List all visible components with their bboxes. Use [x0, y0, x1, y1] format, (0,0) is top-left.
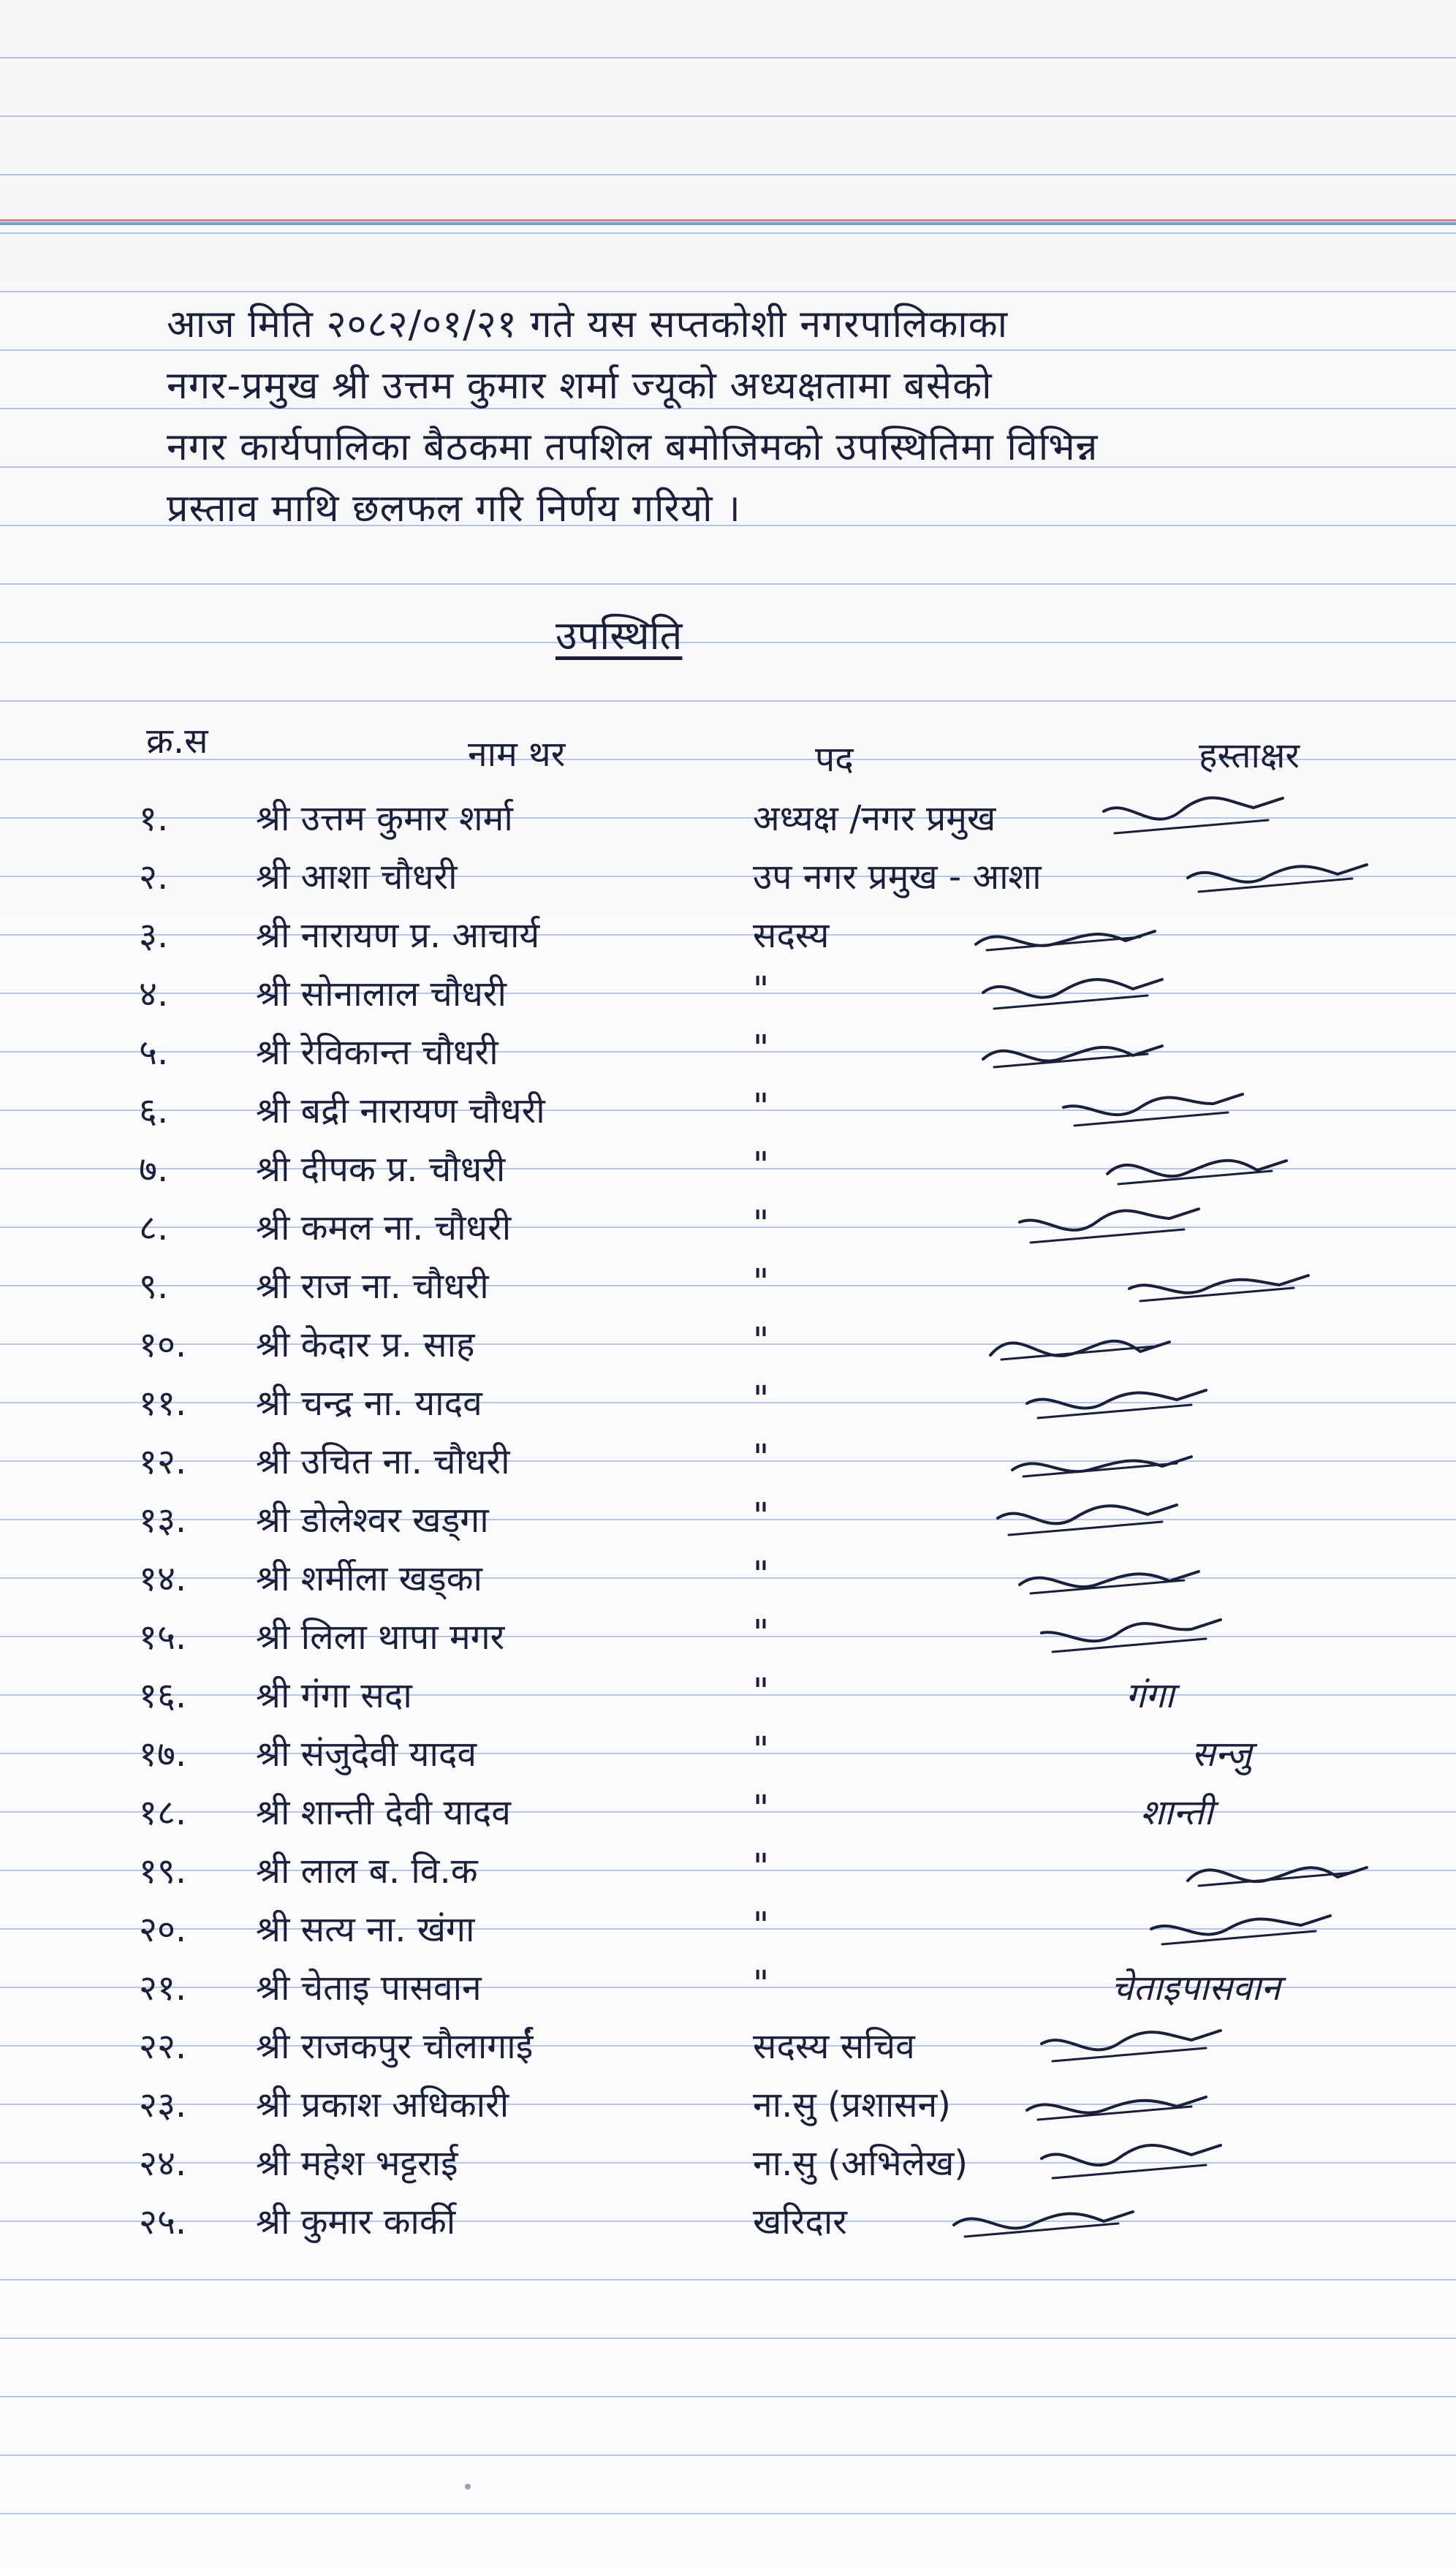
- row-name: श्री कमल ना. चौधरी: [256, 1207, 512, 1248]
- row-serial: २०.: [139, 1909, 187, 1950]
- row-post: ": [753, 1788, 770, 1829]
- row-post: ": [753, 1963, 770, 2004]
- margin-line-blue: [0, 222, 1456, 225]
- row-name: श्री चन्द्र ना. यादव: [256, 1383, 482, 1424]
- row-serial: ५.: [139, 1032, 169, 1073]
- table-row: [0, 2076, 1456, 2134]
- table-row: [0, 1842, 1456, 1900]
- row-serial: ७.: [139, 1149, 169, 1190]
- row-serial: ३.: [139, 915, 169, 956]
- handwritten-signature: [979, 1023, 1169, 1082]
- table-row: [0, 1491, 1456, 1550]
- row-serial: १५.: [139, 1617, 187, 1658]
- row-serial: १२.: [139, 1441, 187, 1482]
- handwritten-signature: [1038, 2134, 1228, 2193]
- row-name: श्री गंगा सदा: [256, 1675, 412, 1716]
- table-row: [0, 1257, 1456, 1316]
- table-row: [0, 2134, 1456, 2193]
- table-row: [0, 1140, 1456, 1199]
- row-serial: २४.: [139, 2143, 187, 2184]
- row-name: श्री केदार प्र. साह: [256, 1324, 475, 1365]
- row-serial: १६.: [139, 1675, 187, 1716]
- intro-line: आज मिति २०८२/०१/२१ गते यस सप्तकोशी नगरपालिकाका: [167, 303, 1009, 346]
- handwritten-signature: [1038, 2017, 1228, 2076]
- row-serial: २.: [139, 857, 169, 898]
- column-header-signature: हस्ताक्षर: [1199, 735, 1300, 776]
- row-serial: २५.: [139, 2202, 187, 2242]
- table-row: [0, 848, 1456, 906]
- row-signature-text: सन्जु: [1191, 1734, 1252, 1775]
- row-serial: २१.: [139, 1968, 187, 2009]
- row-name: श्री नारायण प्र. आचार्य: [256, 915, 540, 956]
- table-row: [0, 1725, 1456, 1783]
- row-signature-text: चेताइपासवान: [1111, 1968, 1281, 2009]
- row-name: श्री राज ना. चौधरी: [256, 1266, 489, 1307]
- row-name: श्री आशा चौधरी: [256, 857, 458, 898]
- row-post: ": [753, 1846, 770, 1887]
- handwritten-signature: [987, 1316, 1177, 1374]
- handwritten-signature: [979, 965, 1169, 1023]
- table-row: [0, 1900, 1456, 1959]
- row-name: श्री दीपक प्र. चौधरी: [256, 1149, 506, 1190]
- row-serial: ८.: [139, 1207, 169, 1248]
- attendance-heading: उपस्थिति: [556, 613, 683, 659]
- table-row: [0, 906, 1456, 965]
- row-post: ": [753, 1379, 770, 1419]
- row-post: ": [753, 1145, 770, 1186]
- row-serial: ११.: [139, 1383, 187, 1424]
- row-post: ": [753, 1086, 770, 1127]
- table-row: [0, 1783, 1456, 1842]
- handwritten-signature: [1016, 1199, 1206, 1257]
- handwritten-signature: [994, 1491, 1184, 1550]
- handwritten-signature: [1184, 1842, 1374, 1900]
- row-name: श्री शान्ती देवी यादव: [256, 1792, 511, 1833]
- intro-line: नगर-प्रमुख श्री उत्तम कुमार शर्मा ज्यूको अध्यक्षतामा बसेको: [167, 364, 993, 408]
- row-name: श्री लाल ब. वि.क: [256, 1851, 478, 1892]
- row-post: सदस्य सचिव: [753, 2026, 915, 2067]
- table-row: [0, 1550, 1456, 1608]
- row-name: श्री सोनालाल चौधरी: [256, 974, 507, 1015]
- table-row: [0, 1667, 1456, 1725]
- paper-mark: [465, 2484, 471, 2490]
- handwritten-signature: [1104, 1140, 1294, 1199]
- row-name: श्री उचित ना. चौधरी: [256, 1441, 510, 1482]
- row-serial: २२.: [139, 2026, 187, 2067]
- row-serial: १४.: [139, 1558, 187, 1599]
- row-post: ना.सु (अभिलेख): [753, 2143, 968, 2184]
- handwritten-signature: [1023, 1374, 1213, 1433]
- row-name: श्री संजुदेवी यादव: [256, 1734, 477, 1775]
- row-serial: ४.: [139, 974, 169, 1015]
- table-row: [0, 1433, 1456, 1491]
- handwritten-signature: [1148, 1900, 1338, 1959]
- row-post: ": [753, 1437, 770, 1478]
- handwritten-signature: [1038, 1608, 1228, 1667]
- row-serial: १९.: [139, 1851, 187, 1892]
- row-serial: १८.: [139, 1792, 187, 1833]
- handwritten-signature: [1009, 1433, 1199, 1491]
- handwritten-signature: [1016, 1550, 1206, 1608]
- table-row: [0, 1959, 1456, 2017]
- table-row: [0, 1316, 1456, 1374]
- column-header-sn: क्र.स: [146, 721, 208, 762]
- row-name: श्री रेविकान्त चौधरी: [256, 1032, 498, 1073]
- row-post: ": [753, 1203, 770, 1244]
- row-name: श्री उत्तम कुमार शर्मा: [256, 798, 513, 839]
- row-post: ": [753, 1671, 770, 1712]
- row-post: अध्यक्ष /नगर प्रमुख: [753, 798, 996, 839]
- column-header-name: नाम थर: [468, 734, 566, 775]
- row-name: श्री बद्री नारायण चौधरी: [256, 1091, 545, 1131]
- handwritten-signature: [972, 906, 1162, 965]
- row-serial: ९.: [139, 1266, 169, 1307]
- row-serial: १०.: [139, 1324, 187, 1365]
- row-name: श्री चेताइ पासवान: [256, 1968, 482, 2009]
- row-serial: १७.: [139, 1734, 187, 1775]
- handwritten-signature: [1023, 2076, 1213, 2134]
- row-post: ": [753, 1320, 770, 1361]
- table-row: [0, 789, 1456, 848]
- row-name: श्री लिला थापा मगर: [256, 1617, 505, 1658]
- row-post: ": [753, 1262, 770, 1303]
- table-row: [0, 1374, 1456, 1433]
- row-post: ": [753, 1028, 770, 1069]
- row-signature-text: शान्ती: [1140, 1792, 1213, 1833]
- handwritten-signature: [950, 2193, 1140, 2251]
- handwritten-signature: [1126, 1257, 1316, 1316]
- table-row: [0, 1082, 1456, 1140]
- handwritten-signature: [1184, 848, 1374, 906]
- row-name: श्री प्रकाश अधिकारी: [256, 2085, 509, 2126]
- table-row: [0, 2193, 1456, 2251]
- row-post: ना.सु (प्रशासन): [753, 2085, 951, 2126]
- row-post: ": [753, 1905, 770, 1946]
- intro-line: प्रस्ताव माथि छलफल गरि निर्णय गरियो ।: [167, 487, 741, 531]
- row-post: ": [753, 1554, 770, 1595]
- intro-line: नगर कार्यपालिका बैठकमा तपशिल बमोजिमको उपस्थितिमा विभिन्न: [167, 425, 1099, 469]
- table-row: [0, 1199, 1456, 1257]
- row-serial: ६.: [139, 1091, 169, 1131]
- row-name: श्री शर्मीला खड्का: [256, 1558, 482, 1599]
- row-post: ": [753, 1495, 770, 1536]
- row-signature-text: गंगा: [1126, 1675, 1175, 1716]
- row-post: ": [753, 1612, 770, 1653]
- row-name: श्री डोलेश्वर खड्गा: [256, 1500, 489, 1541]
- column-header-post: पद: [815, 739, 854, 780]
- row-post: सदस्य: [753, 915, 830, 956]
- row-post: ": [753, 969, 770, 1010]
- table-row: [0, 1023, 1456, 1082]
- row-post: ": [753, 1729, 770, 1770]
- table-row: [0, 965, 1456, 1023]
- row-post: उप नगर प्रमुख - आशा: [753, 857, 1042, 898]
- row-name: श्री सत्य ना. खंगा: [256, 1909, 475, 1950]
- margin-line-red: [0, 219, 1456, 221]
- row-name: श्री कुमार कार्की: [256, 2202, 456, 2242]
- row-serial: १३.: [139, 1500, 187, 1541]
- handwritten-signature: [1100, 789, 1290, 848]
- intro-paragraph: [167, 294, 1395, 539]
- row-post: खरिदार: [753, 2202, 847, 2242]
- handwritten-signature: [1060, 1082, 1250, 1140]
- row-serial: २३.: [139, 2085, 187, 2126]
- row-name: श्री राजकपुर चौलागाईं: [256, 2026, 534, 2067]
- table-row: [0, 2017, 1456, 2076]
- row-name: श्री महेश भट्टराई: [256, 2143, 458, 2184]
- row-serial: १.: [139, 798, 169, 839]
- table-row: [0, 1608, 1456, 1667]
